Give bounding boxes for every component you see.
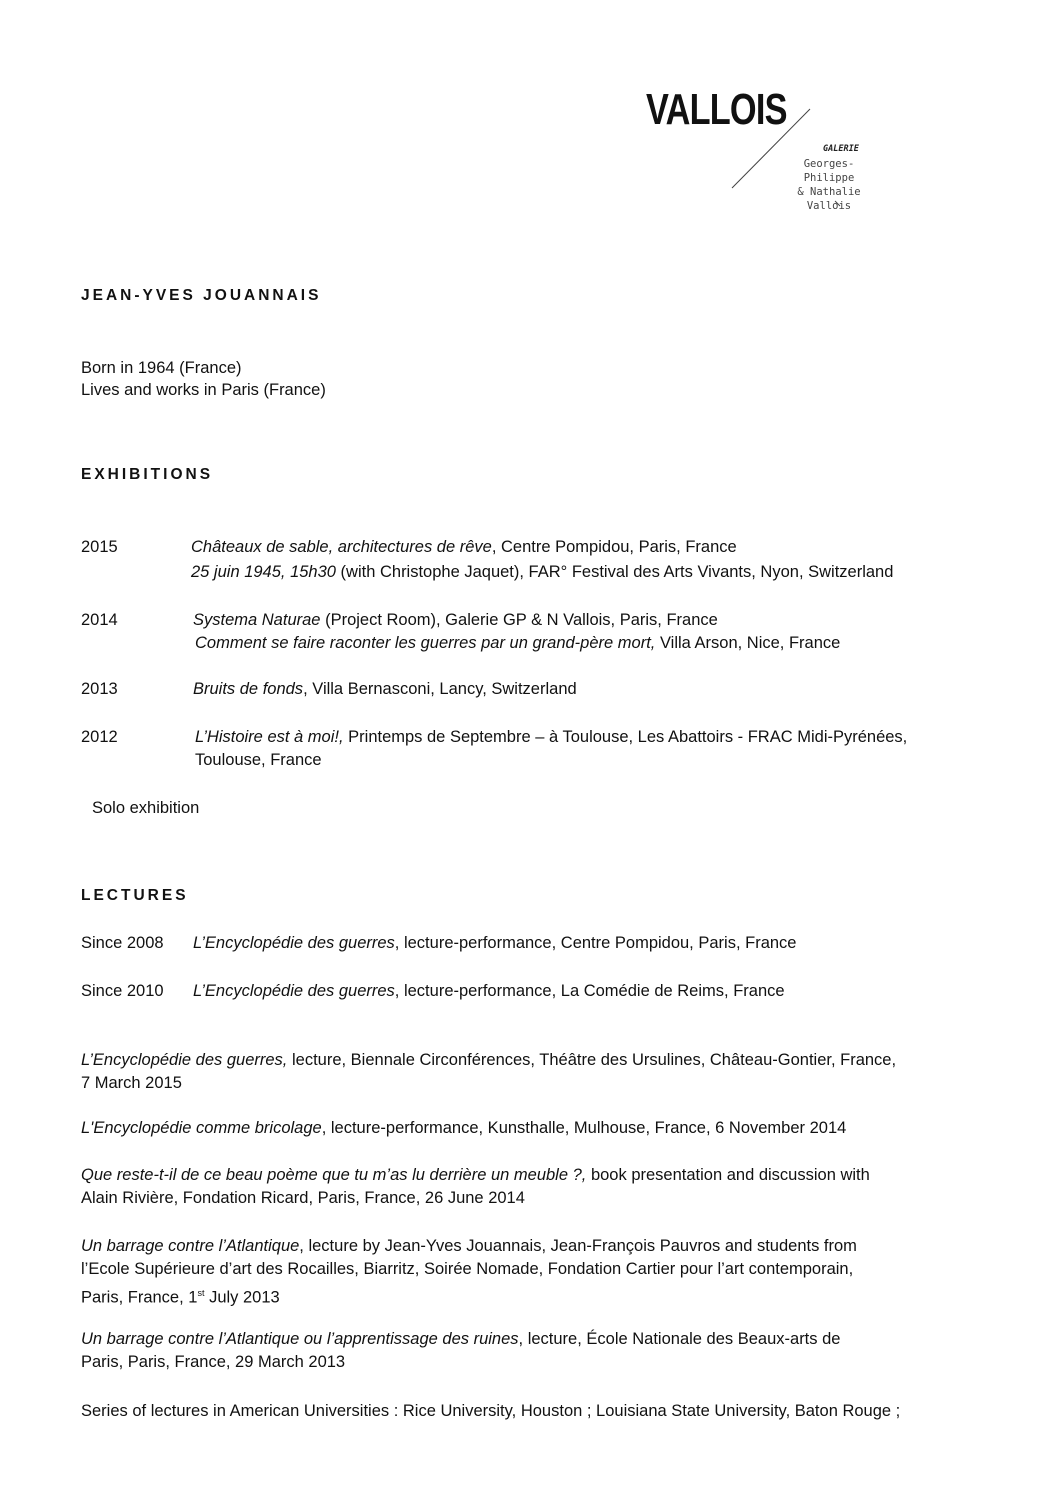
exhibition-year: 2014 <box>81 611 118 629</box>
lecture-title: Que reste-t-il de ce beau poème que tu m’as lu derrière un meuble ?, <box>81 1166 587 1184</box>
lecture-since: Since 2008 <box>81 934 164 952</box>
exhibitions-heading: EXHIBITIONS <box>81 466 214 483</box>
lecture-line <box>81 1050 896 1070</box>
exhibition-details: (with Christophe Jaquet), FAR° Festival des Arts Vivants, Nyon, Switzerland <box>335 563 894 581</box>
lecture-title: L’Encyclopédie des guerres, <box>81 1051 288 1069</box>
lecture-details: Alain Rivière, Fondation Ricard, Paris, France, 26 June 2014 <box>81 1189 525 1207</box>
exhibition-details: , Centre Pompidou, Paris, France <box>491 538 737 556</box>
lecture-line <box>81 1401 900 1421</box>
lecture-details: Series of lectures in American Universities : Rice University, Houston ; Louisiana State University, Baton Rouge ; <box>81 1402 901 1420</box>
exhibition-line <box>193 610 718 630</box>
exhibition-line <box>193 679 577 699</box>
lecture-details: , lecture-performance, Centre Pompidou, Paris, France <box>394 934 797 952</box>
lecture-details: , lecture, École Nationale des Beaux-arts de <box>518 1330 841 1348</box>
lecture-details: Paris, Paris, France, 29 March 2013 <box>81 1353 346 1371</box>
exhibition-line <box>195 727 907 747</box>
lecture-details: lecture, Biennale Circonférences, Théâtre des Ursulines, Château-Gontier, France, <box>287 1051 897 1069</box>
exhibition-line <box>195 633 840 653</box>
exhibition-details: Printemps de Septembre – à Toulouse, Les Abattoirs - FRAC Midi-Pyrénées, <box>343 728 908 746</box>
lecture-line <box>81 1259 853 1279</box>
exhibition-details: , Villa Bernasconi, Lancy, Switzerland <box>303 680 577 698</box>
exhibition-title: Bruits de fonds <box>193 680 304 698</box>
exhibition-title: Comment se faire raconter les guerres par un grand-père mort, <box>195 634 656 652</box>
lecture-details: July 2013 <box>204 1288 280 1307</box>
lecture-details: book presentation and discussion with <box>586 1166 870 1184</box>
lecture-details: l’Ecole Supérieure d’art des Rocailles, Biarritz, Soirée Nomade, Fondation Cartier pour l’art contemporain, <box>81 1260 854 1278</box>
logo-galerie-label: GALERIE <box>823 144 859 154</box>
lecture-line <box>81 1236 857 1256</box>
gallery-logo <box>640 85 900 215</box>
exhibition-line <box>191 537 737 557</box>
logo-wordmark: VALLOIS <box>646 85 787 134</box>
lecture-details: Paris, France, 1 <box>81 1288 198 1307</box>
lecture-title: L’Encyclopédie des guerres <box>193 934 395 952</box>
lecture-line <box>81 1118 846 1138</box>
artist-born: Born in 1964 (France) <box>81 359 242 377</box>
lecture-since: Since 2010 <box>81 982 164 1000</box>
exhibition-year: 2015 <box>81 538 118 556</box>
exhibition-title: 25 juin 1945, 15h30 <box>191 563 336 581</box>
lecture-line <box>81 1165 870 1185</box>
exhibition-year: 2013 <box>81 680 118 698</box>
lecture-line <box>81 1283 280 1308</box>
exhibition-title: L’Histoire est à moi!, <box>195 728 344 746</box>
lecture-line <box>81 1329 840 1349</box>
exhibition-title: Systema Naturae <box>193 611 321 629</box>
lecture-details: , lecture by Jean-Yves Jouannais, Jean-François Pauvros and students from <box>299 1237 857 1255</box>
lecture-line <box>81 1352 345 1372</box>
logo-subtitle-line: Vallois <box>806 200 852 212</box>
artist-name: JEAN-YVES JOUANNAIS <box>81 287 322 304</box>
solo-exhibition-note: Solo exhibition <box>92 799 200 817</box>
lecture-line <box>81 1188 525 1208</box>
lecture-details: , lecture-performance, La Comédie de Reims, France <box>394 982 785 1000</box>
exhibition-details: (Project Room), Galerie GP & N Vallois, Paris, France <box>320 611 718 629</box>
logo-subtitle-line: & Nathalie <box>797 186 861 198</box>
artist-lives: Lives and works in Paris (France) <box>81 381 326 399</box>
exhibition-details: Toulouse, France <box>195 751 322 769</box>
lecture-title: Un barrage contre l’Atlantique <box>81 1237 300 1255</box>
exhibition-title: Châteaux de sable, architectures de rêve <box>191 538 492 556</box>
exhibition-line <box>195 750 322 770</box>
exhibition-details: Villa Arson, Nice, France <box>655 634 841 652</box>
lecture-title: Un barrage contre l’Atlantique ou l’apprentissage des ruines <box>81 1330 519 1348</box>
lecture-title: L'Encyclopédie comme bricolage <box>81 1119 322 1137</box>
lecture-title: L’Encyclopédie des guerres <box>193 982 395 1000</box>
logo-subtitle-line: Georges-Philippe <box>803 158 855 184</box>
lecture-line <box>193 933 796 953</box>
logo-subtitle <box>784 157 874 213</box>
lecture-details: , lecture-performance, Kunsthalle, Mulhouse, France, 6 November 2014 <box>321 1119 847 1137</box>
lecture-line <box>81 1073 182 1093</box>
lecture-details: 7 March 2015 <box>81 1074 182 1092</box>
lecture-line <box>193 981 785 1001</box>
ordinal-suffix: st <box>197 1288 205 1298</box>
lectures-heading: LECTURES <box>81 887 189 904</box>
exhibition-line <box>191 562 893 582</box>
exhibition-year: 2012 <box>81 728 118 746</box>
